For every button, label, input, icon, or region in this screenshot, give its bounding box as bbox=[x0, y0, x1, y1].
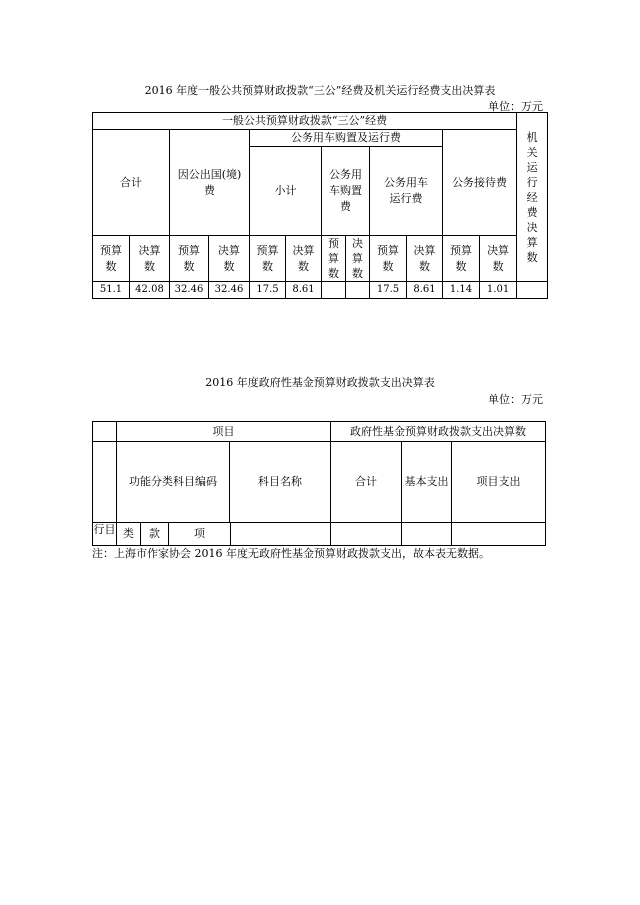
final-label: 决算数 bbox=[209, 236, 250, 282]
header-car-purchase: 公务用车购置费 bbox=[322, 147, 370, 236]
empty-basic bbox=[402, 523, 452, 546]
header-code-name bbox=[117, 442, 331, 523]
value-car-purchase-final bbox=[346, 282, 370, 299]
value-total-final: 42.08 bbox=[130, 282, 170, 299]
header-total: 合计 bbox=[331, 442, 402, 523]
header-reception: 公务接待费 bbox=[443, 130, 517, 236]
header-car-operation: 公务用车运行费 bbox=[370, 147, 443, 236]
value-car-operation-budget: 17.5 bbox=[370, 282, 407, 299]
value-subtotal-final: 8.61 bbox=[286, 282, 322, 299]
value-car-purchase-budget bbox=[322, 282, 346, 299]
header-subtotal: 小计 bbox=[250, 147, 322, 236]
value-reception-budget: 1.14 bbox=[443, 282, 480, 299]
final-label: 决算数 bbox=[130, 236, 170, 282]
header-car-group: 公务用车购置及运行费 bbox=[250, 130, 443, 147]
table1-unit: 单位：万元 bbox=[488, 100, 543, 113]
table1-title: 2016 年度一般公共预算财政拨款“三公”经费及机关运行经费支出决算表 bbox=[144, 84, 496, 97]
header-basic: 基本支出 bbox=[402, 442, 452, 523]
sub-xiang: 项 bbox=[169, 523, 231, 545]
table2-title: 2016 年度政府性基金预算财政拨款支出决算表 bbox=[205, 376, 435, 389]
final-label: 决算数 bbox=[286, 236, 322, 282]
three-public-expenses-table bbox=[92, 112, 548, 299]
header-total: 合计 bbox=[93, 130, 170, 236]
header-item: 项目 bbox=[117, 422, 331, 442]
budget-label: 预算数 bbox=[322, 236, 346, 282]
header-fund: 政府性基金预算财政拨款支出决算数 bbox=[331, 422, 546, 442]
table2-note: 注：上海市作家协会 2016 年度无政府性基金预算财政拨款支出，故本表无数据。 bbox=[92, 547, 490, 560]
sub-columns bbox=[117, 523, 331, 546]
value-total-budget: 51.1 bbox=[93, 282, 130, 299]
value-car-operation-final: 8.61 bbox=[407, 282, 443, 299]
header-name: 科目名称 bbox=[258, 475, 302, 488]
final-label: 决算数 bbox=[346, 236, 370, 282]
corner-cell bbox=[93, 422, 117, 442]
table2-unit: 单位：万元 bbox=[488, 393, 543, 406]
empty-total bbox=[331, 523, 402, 546]
header-project: 项目支出 bbox=[452, 442, 546, 523]
sub-name-empty bbox=[231, 523, 330, 545]
sub-kuan: 款 bbox=[141, 523, 169, 545]
header-org-operation: 机关运行经费决算数 bbox=[517, 113, 548, 282]
final-label: 决算数 bbox=[480, 236, 517, 282]
final-label: 决算数 bbox=[407, 236, 443, 282]
budget-label: 预算数 bbox=[93, 236, 130, 282]
budget-label: 预算数 bbox=[443, 236, 480, 282]
government-fund-table bbox=[92, 421, 546, 546]
sub-lei: 类 bbox=[117, 523, 141, 545]
header-three-public: 一般公共预算财政拨款“三公”经费 bbox=[93, 113, 517, 130]
value-abroad-final: 32.46 bbox=[209, 282, 250, 299]
budget-label: 预算数 bbox=[170, 236, 209, 282]
header-code: 功能分类科目编码 bbox=[117, 442, 230, 522]
value-reception-final: 1.01 bbox=[480, 282, 517, 299]
value-org-operation bbox=[517, 282, 548, 299]
budget-label: 预算数 bbox=[370, 236, 407, 282]
header-abroad: 因公出国(境)费 bbox=[170, 130, 250, 236]
blank-cell bbox=[93, 442, 117, 523]
value-abroad-budget: 32.46 bbox=[170, 282, 209, 299]
budget-label: 预算数 bbox=[250, 236, 286, 282]
value-subtotal-budget: 17.5 bbox=[250, 282, 286, 299]
empty-project bbox=[452, 523, 546, 546]
row-label: 行目 bbox=[93, 523, 117, 546]
